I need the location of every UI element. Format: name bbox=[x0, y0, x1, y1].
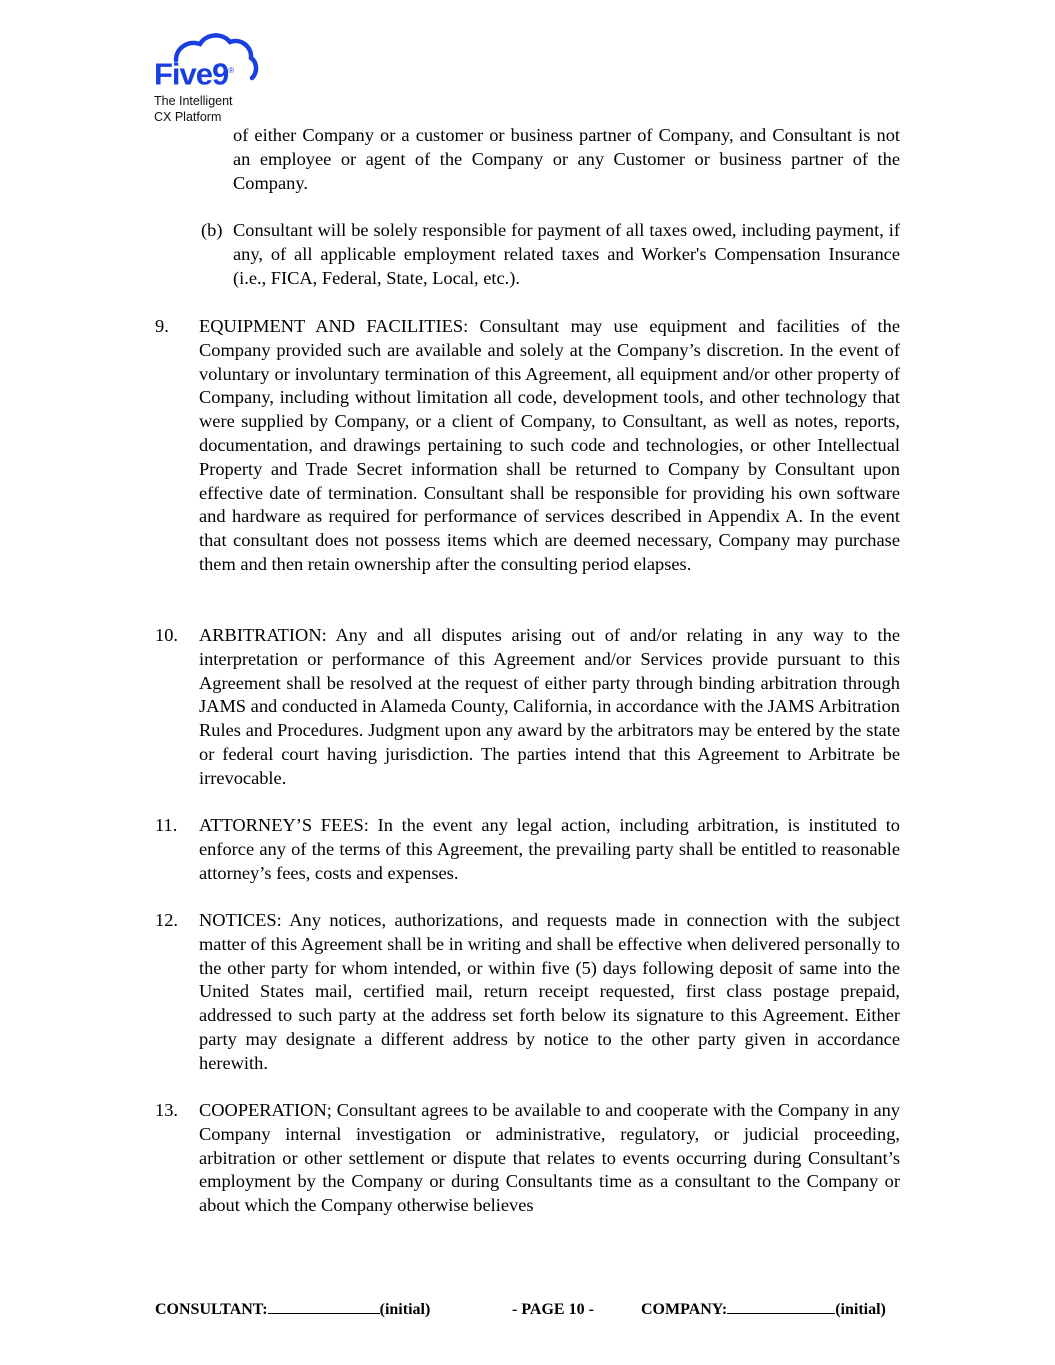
company-label: COMPANY: bbox=[641, 1301, 728, 1318]
item-b-marker: (b) bbox=[201, 220, 223, 240]
consultant-label: CONSULTANT: bbox=[155, 1301, 268, 1318]
company-initial-blank bbox=[727, 1298, 835, 1314]
section-12-number: 12. bbox=[155, 910, 178, 930]
page-number: - PAGE 10 - bbox=[512, 1301, 594, 1318]
section-9-text: EQUIPMENT AND FACILITIES: Consultant may use equipment and facilities of the Company provided such are available and solely at the Company’s discretion. In the event of voluntary or involuntary termination of this Agreement, all equipment and/or other property of Company, including without limitation all code, development tools, and other technology that were supplied by Company, or a client of Company, to Consultant, as well as notes, reports, documentation, and drawings pertaining to such code and technologies, or other Intellectual Property and Trade Secret information shall be returned to Company by Consultant upon effective date of termination. Consultant shall be responsible for providing his own software and hardware as required for performance of services described in Appendix A. In the event that consultant does not possess items which are deemed necessary, Company may purchase them and then retain ownership after the consulting period elapses. bbox=[199, 316, 900, 574]
section-13-text: COOPERATION; Consultant agrees to be available to and cooperate with the Company in any Company internal investigation or administrative, regulatory, or judicial proceeding, arbitration or other settlement or dispute that relates to events occurring during Consultant’s employment by the Company or during Consultants time as a consultant to the Company or about which the Company otherwise believes bbox=[199, 1100, 900, 1216]
company-initial-label: (initial) bbox=[835, 1301, 886, 1318]
logo-tagline-1: The Intelligent bbox=[154, 94, 233, 108]
section-11-number: 11. bbox=[155, 815, 178, 835]
section-10-text: ARBITRATION: Any and all disputes arising out of and/or relating in any way to the interpretation or performance of this Agreement and/or Services provide pursuant to this Agreement shall be resolved at the request of either party through binding arbitration through JAMS and conducted in Alameda County, California, in accordance with the JAMS Arbitration Rules and Procedures. Judgment upon any award by the arbitrators may be entered by the state or federal court having jurisdiction. The parties intend that this Agreement to Arbitrate be irrevocable. bbox=[199, 625, 900, 788]
logo-wordmark: Five9® bbox=[154, 56, 234, 92]
section-9-number: 9. bbox=[155, 316, 169, 336]
consultant-initial-group bbox=[155, 1298, 430, 1322]
item-b-text: Consultant will be solely responsible for payment of all taxes owed, including payment, if any, of all applicable employment related taxes and Worker's Compensation Insurance (i.e., FICA, Federal, State, Local, etc.). bbox=[233, 220, 900, 288]
logo-tagline-2: CX Platform bbox=[154, 110, 222, 124]
company-initial-group bbox=[641, 1298, 886, 1322]
consultant-initial-label: (initial) bbox=[379, 1301, 431, 1318]
continuation-paragraph: of either Company or a customer or business partner of Company, and Consultant is not an employee or agent of the Company or any Customer or business partner of the Company. bbox=[233, 125, 900, 193]
page-footer bbox=[155, 1298, 901, 1322]
five9-logo bbox=[154, 30, 274, 130]
section-13-number: 13. bbox=[155, 1100, 178, 1120]
section-11-text: ATTORNEY’S FEES: In the event any legal action, including arbitration, is instituted to enforce any of the terms of this Agreement, the prevailing party shall be entitled to reasonable attorney’s fees, costs and expenses. bbox=[199, 815, 900, 883]
section-12-text: NOTICES: Any notices, authorizations, and requests made in connection with the subject matter of this Agreement shall be in writing and shall be effective when delivered personally to the other party for whom intended, or within five (5) days following deposit of same into the United States mail, certified mail, return receipt requested, first class postage prepaid, addressed to such party at the address set forth below its signature to this Agreement. Either party may designate a different address by notice to the other party given in accordance herewith. bbox=[199, 910, 900, 1073]
section-10-number: 10. bbox=[155, 625, 178, 645]
consultant-initial-blank bbox=[268, 1298, 380, 1314]
